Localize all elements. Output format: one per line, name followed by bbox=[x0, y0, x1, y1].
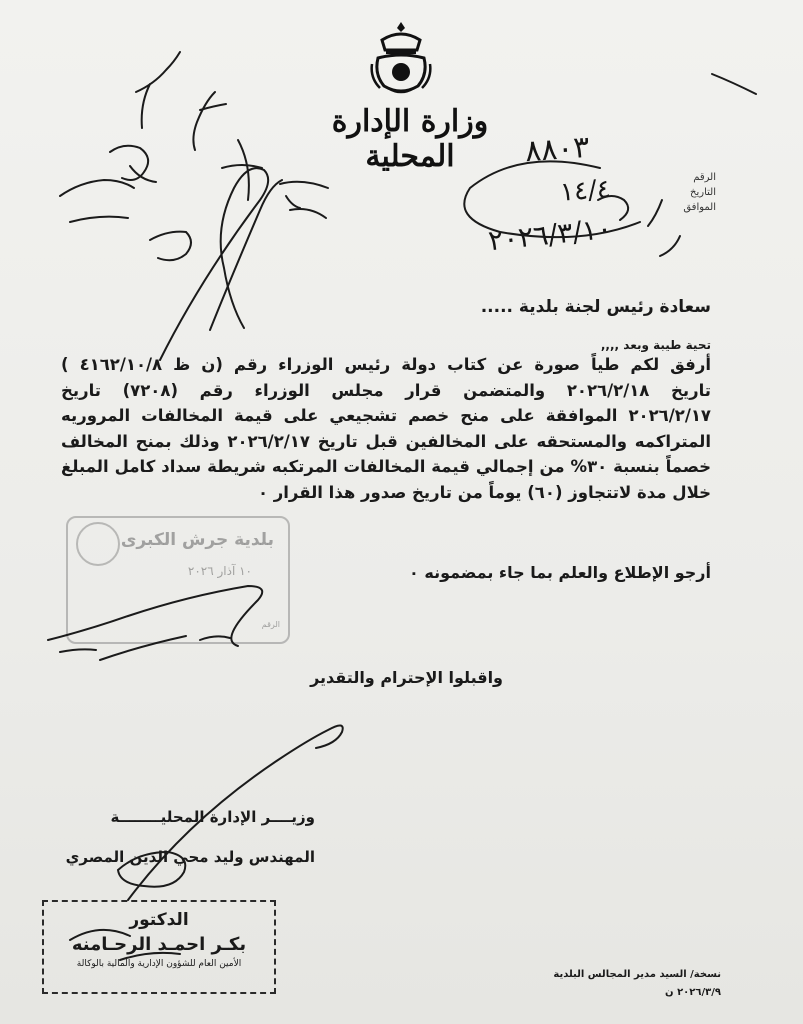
copy-date: ٢٠٢٦/٣/٩ ن bbox=[665, 987, 721, 998]
minister-title: وزيــــر الإدارة المحليــــــــة bbox=[110, 808, 315, 826]
copy-to bbox=[553, 966, 721, 1002]
body-line: ٢٠٢٦/٢/١٧ الموافقة على منح خصم تشجيعي على قيمة المخالفات المروريه bbox=[61, 406, 711, 425]
ref-meta-labels bbox=[660, 170, 716, 215]
greeting: تحية طيبة وبعد ,,,, bbox=[600, 338, 711, 352]
stamp-number-label: الرقم bbox=[261, 620, 280, 629]
handwritten-date: ٢٠٢٦/٣/١٠ bbox=[486, 211, 614, 258]
ref-date-label: التاريخ bbox=[690, 187, 716, 198]
ministry-name: وزارة الإدارة المحلية bbox=[331, 104, 489, 174]
closing-line: واقبلوا الإحترام والتقدير bbox=[310, 668, 503, 687]
minister-name: المهندس وليد محي الدين المصري bbox=[65, 848, 315, 866]
received-stamp bbox=[66, 516, 290, 644]
body-line: المتراكمه والمستحقه على المخالفين قبل تاريخ ٢٠٢٦/٢/١٧ وذلك بمنح المخالف bbox=[61, 431, 711, 451]
handwritten-ref-number: ٨٨٠٣ bbox=[523, 129, 591, 170]
stamp-title: الدكتور bbox=[129, 910, 189, 930]
body-line: تاريخ ٢٠٢٦/٢/١٨ والمتضمن قرار مجلس الوزراء رقم (٧٢٠٨) تاريخ bbox=[61, 380, 711, 400]
jordan-crown-emblem-icon bbox=[368, 18, 434, 98]
ref-number-label: الرقم bbox=[693, 172, 716, 183]
salutation: سعادة رئيس لجنة بلدية ..... bbox=[480, 297, 711, 317]
stamp-position: الأمين العام للشؤون الإدارية والمالية بالوكالة bbox=[76, 959, 242, 969]
stamp-municipality: بلدية جرش الكبرى bbox=[120, 530, 274, 550]
ref-corresponding-label: الموافق bbox=[683, 202, 716, 213]
letter-body bbox=[61, 352, 711, 505]
request-line: أرجو الإطلاع والعلم بما جاء بمضمونه ٠ bbox=[409, 563, 711, 582]
body-line: خصماً بنسبة ٣٠% من إجمالي قيمة المخالفات المرتكبه شريطة سداد كامل المبلغ bbox=[61, 457, 711, 476]
body-line: خلال مدة لاتتجاوز (٦٠) يوماً من تاريخ صدور هذا القرار ٠ bbox=[257, 482, 711, 502]
municipality-logo-icon bbox=[76, 522, 120, 566]
stamp-name: بكـر احمـد الرحـامنه bbox=[71, 934, 247, 955]
copy-recipient: نسخة/ السيد مدير المجالس البلدية bbox=[553, 969, 721, 980]
handwritten-ref-mid: ١٤/٤ bbox=[559, 174, 612, 208]
doctor-stamp bbox=[42, 900, 276, 994]
stamp-date: ١٠ آذار ٢٠٢٦ bbox=[187, 564, 252, 578]
body-line: أرفق لكم طياً صورة عن كتاب دولة رئيس الوزراء رقم (ن ظ ٤١٦٢/١٠/٨ ) bbox=[61, 355, 711, 374]
